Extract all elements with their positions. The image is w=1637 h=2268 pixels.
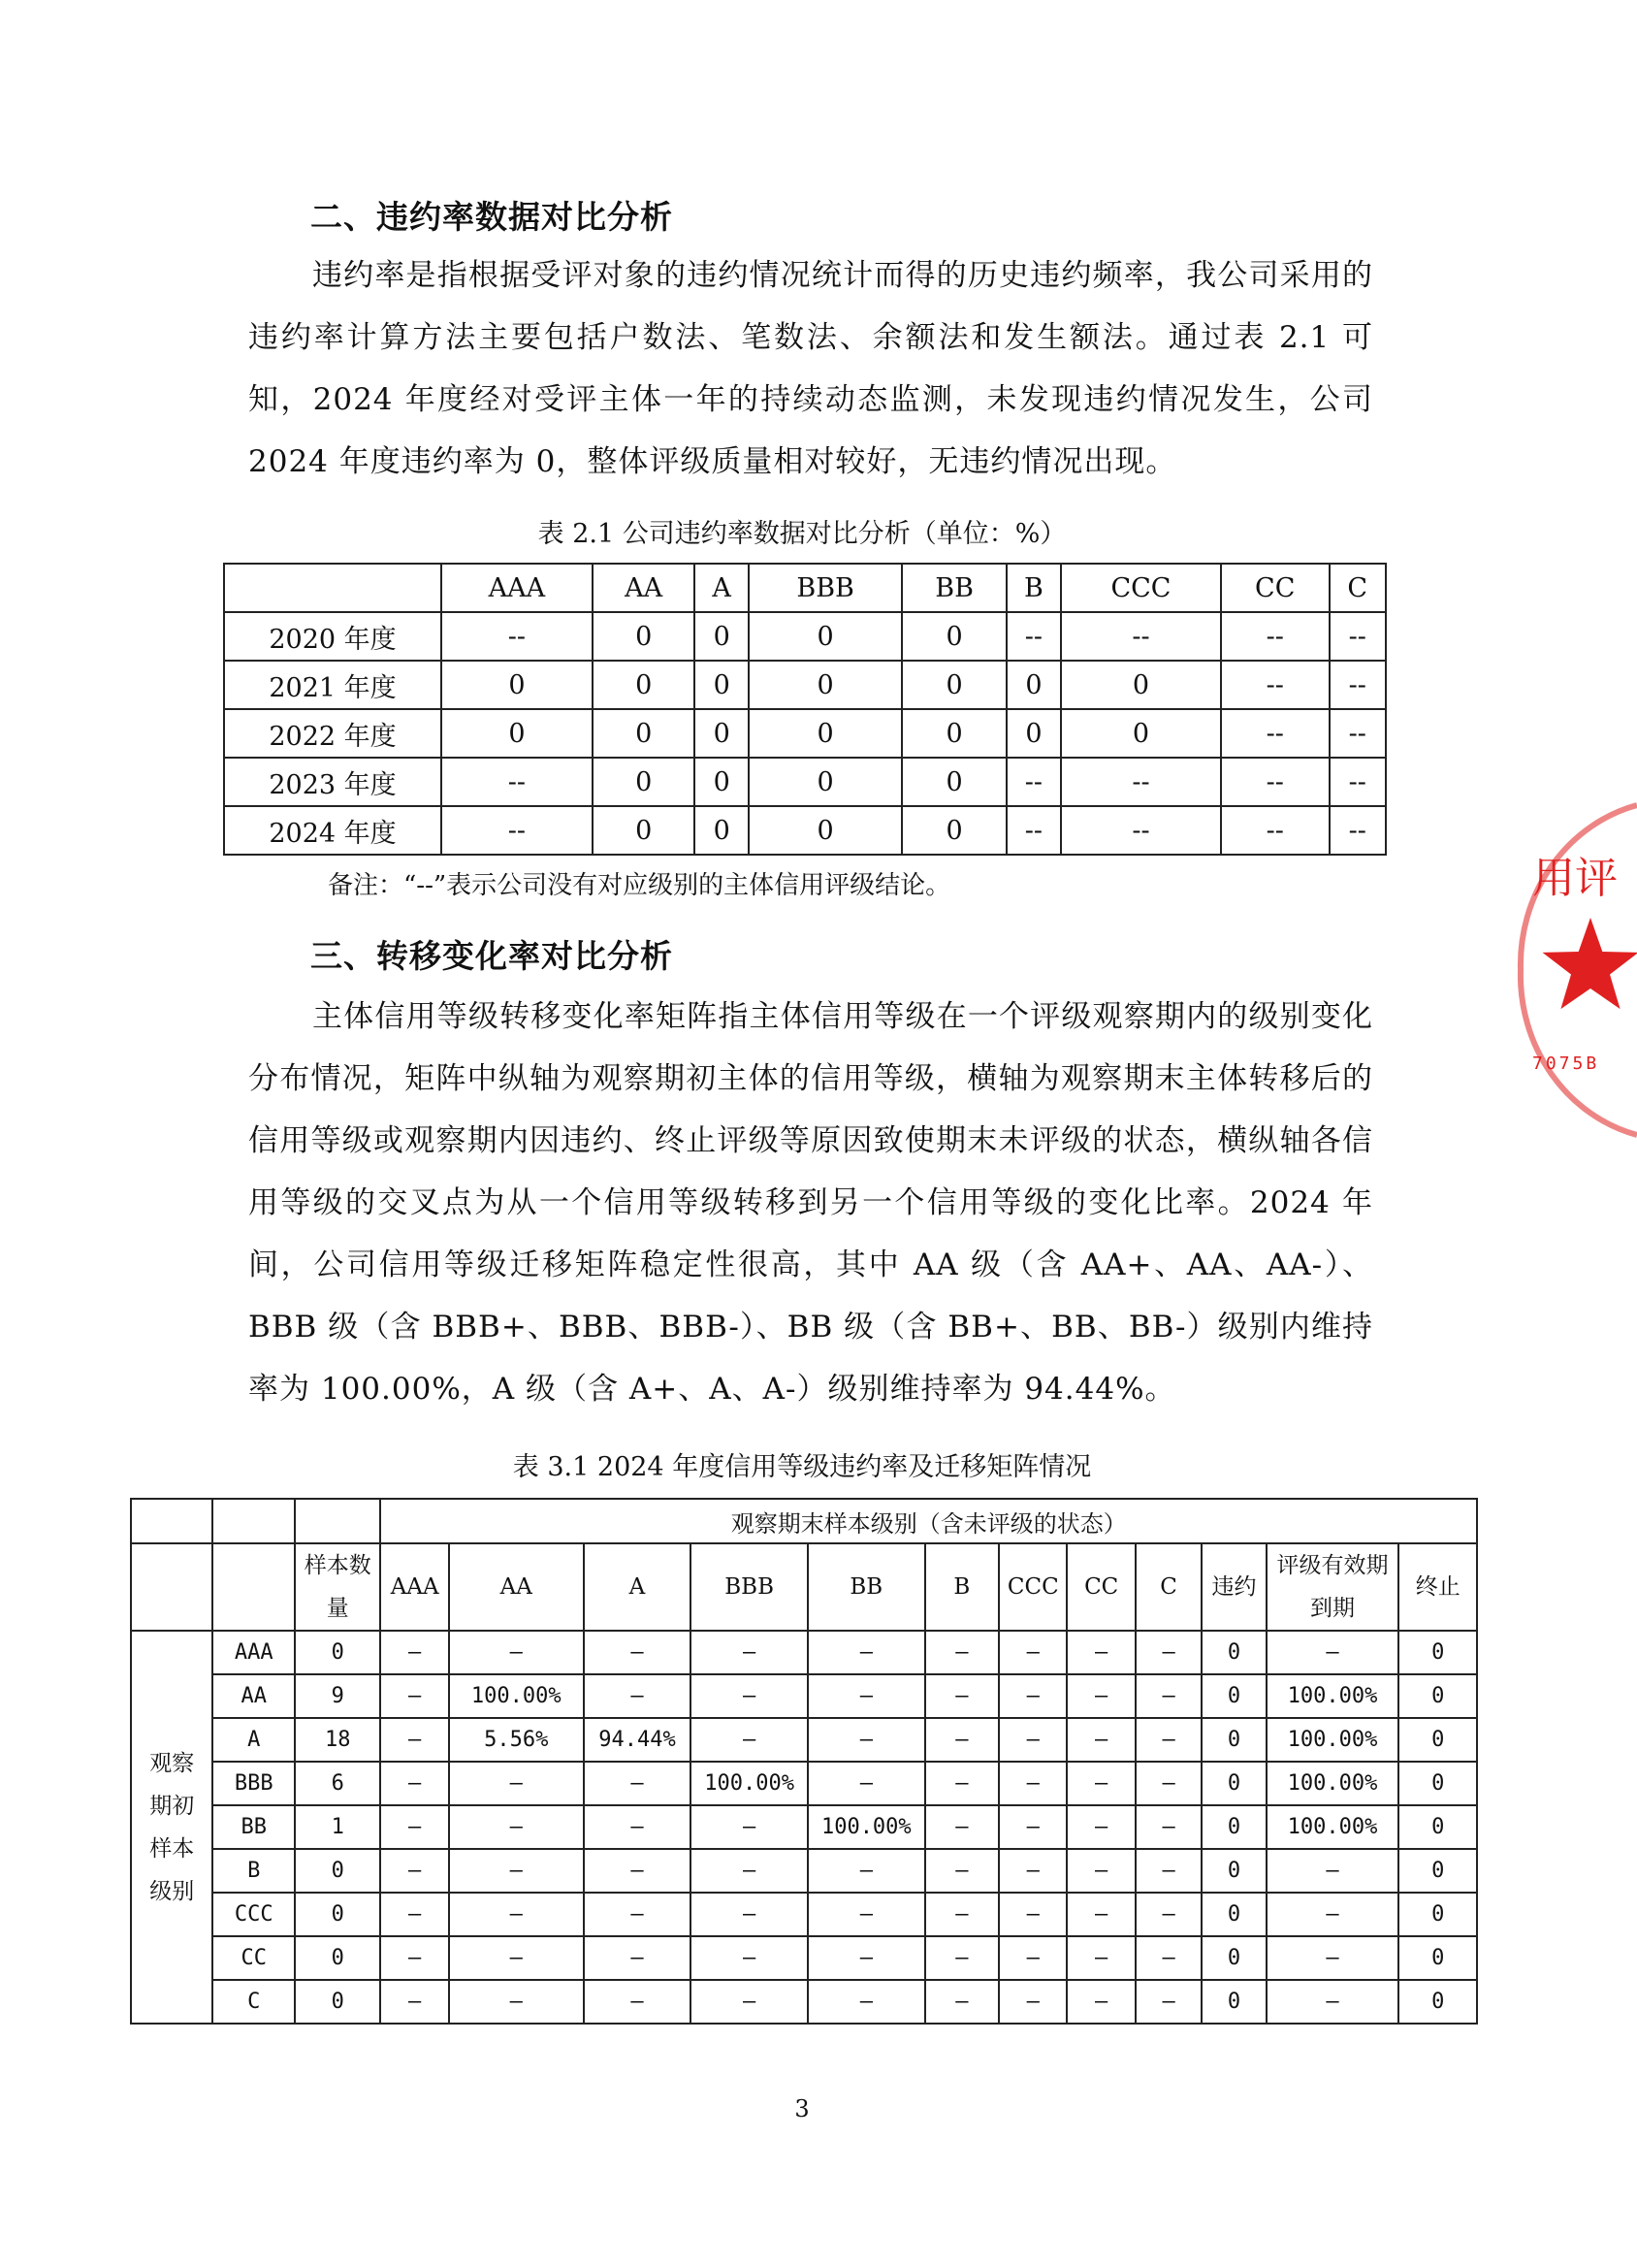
table-cell: -- — [1061, 758, 1221, 806]
table-cell: 5.56% — [449, 1718, 584, 1762]
table-cell: 100.00% — [1267, 1718, 1399, 1762]
table-cell: -- — [441, 758, 593, 806]
table-row — [131, 1849, 1477, 1893]
column-header: CCC — [1061, 564, 1221, 612]
sample-count-cell: 0 — [295, 1936, 381, 1980]
table-cell: 0 — [593, 709, 695, 758]
table-cell: 0 — [749, 806, 903, 855]
sample-count-cell: 9 — [295, 1674, 381, 1718]
table-cell: – — [380, 1762, 448, 1805]
table-cell: – — [808, 1893, 925, 1936]
section2-paragraph: 违约率是指根据受评对象的违约情况统计而得的历史违约频率，我公司采用的违约率计算方法主要包括户数法、笔数法、余额法和发生额法。通过表 2.1 可知，2024 年度经对受评主体一年的持续动态监测，未发现违约情况发生，公司 2024 年度违约率为 0，整体评级质量相对较好，无违约情况出现。 — [248, 258, 1373, 479]
table-cell: – — [1067, 1805, 1135, 1849]
grade-cell: C — [212, 1980, 294, 2024]
table-cell: 0 — [749, 612, 903, 661]
table-cell: -- — [1330, 612, 1386, 661]
table-cell: – — [449, 1849, 584, 1893]
table-cell: 0 — [694, 661, 748, 709]
table-cell: – — [925, 1849, 999, 1893]
table-cell: 0 — [1007, 661, 1061, 709]
table-cell: -- — [1061, 612, 1221, 661]
corner-cell — [131, 1499, 212, 1543]
column-header: CCC — [999, 1543, 1067, 1631]
table-cell: – — [380, 1849, 448, 1893]
table-cell: 0 — [1202, 1980, 1266, 2024]
table-row — [131, 1936, 1477, 1980]
table-cell: 0 — [1202, 1849, 1266, 1893]
table-cell: – — [999, 1893, 1067, 1936]
table-row — [224, 758, 1386, 806]
table-cell: – — [999, 1849, 1067, 1893]
table-cell: 0 — [1202, 1631, 1266, 1674]
table-row — [224, 661, 1386, 709]
table-cell: 100.00% — [1267, 1805, 1399, 1849]
table-cell: -- — [1221, 758, 1330, 806]
table-cell: – — [1136, 1674, 1202, 1718]
sample-count-cell: 18 — [295, 1718, 381, 1762]
table-cell: – — [1067, 1849, 1135, 1893]
column-header: CC — [1221, 564, 1330, 612]
table-cell: 100.00% — [808, 1805, 925, 1849]
table-cell: – — [449, 1893, 584, 1936]
corner-cell — [212, 1499, 294, 1543]
table-cell: – — [808, 1849, 925, 1893]
table-cell: – — [584, 1674, 691, 1718]
table-cell: – — [999, 1805, 1067, 1849]
grade-cell: A — [212, 1718, 294, 1762]
table-cell: – — [1136, 1893, 1202, 1936]
table-cell: – — [380, 1718, 448, 1762]
table-cell: 0 — [749, 758, 903, 806]
table-cell: – — [584, 1762, 691, 1805]
table-cell: – — [808, 1718, 925, 1762]
column-header: BB — [808, 1543, 925, 1631]
year-cell: 2020 年度 — [224, 612, 441, 661]
table-cell: 0 — [593, 612, 695, 661]
table-cell: – — [1067, 1936, 1135, 1980]
table-cell: 0 — [749, 709, 903, 758]
table-cell: – — [808, 1631, 925, 1674]
group-header: 观察期末样本级别（含未评级的状态） — [380, 1499, 1477, 1543]
table-cell: 0 — [1007, 709, 1061, 758]
column-header: AA — [593, 564, 695, 612]
column-header: 违约 — [1202, 1543, 1266, 1631]
column-header: CC — [1067, 1543, 1135, 1631]
table-cell: 0 — [1202, 1718, 1266, 1762]
table-cell: 0 — [694, 612, 748, 661]
table-cell: 0 — [1061, 661, 1221, 709]
sample-count-cell: 0 — [295, 1893, 381, 1936]
table-cell: 0 — [1398, 1805, 1477, 1849]
table-cell: 0 — [902, 806, 1006, 855]
table-cell: – — [1267, 1893, 1399, 1936]
table-cell: -- — [1007, 758, 1061, 806]
table-cell: – — [1136, 1936, 1202, 1980]
table-cell: -- — [1221, 612, 1330, 661]
table-cell: – — [449, 1936, 584, 1980]
table-cell: – — [690, 1674, 808, 1718]
section3-paragraph: 主体信用等级转移变化率矩阵指主体信用等级在一个评级观察期内的级别变化分布情况，矩阵中纵轴为观察期初主体的信用等级，横轴为观察期末主体转移后的信用等级或观察期内因违约、终止评级等原因致使期末未评级的状态，横纵轴各信用等级的交叉点为从一个信用等级转移到另一个信用等级的变化比率。2024 年间，公司信用等级迁移矩阵稳定性很高，其中 AA 级（含 AA+、AA、AA-）、BBB 级（含 BBB+、BBB、BBB-）、BB 级（含 BB+、BB、BB-）级别内维持率为 100.00%，A 级（含 A+、A、A-）级别维持率为 94.44%。 — [248, 999, 1373, 1407]
table-cell: 0 — [1398, 1718, 1477, 1762]
table21-note: 备注：“--”表示公司没有对应级别的主体信用评级结论。 — [328, 871, 951, 900]
table-cell: 0 — [593, 758, 695, 806]
column-header: BB — [902, 564, 1006, 612]
table-cell: -- — [1007, 612, 1061, 661]
grade-cell: CC — [212, 1936, 294, 1980]
table-header-row — [131, 1543, 1477, 1631]
table-cell: – — [1136, 1718, 1202, 1762]
table-cell: – — [999, 1631, 1067, 1674]
table-cell: – — [584, 1849, 691, 1893]
year-cell: 2021 年度 — [224, 661, 441, 709]
corner-cell — [224, 564, 441, 612]
table-cell: 0 — [1398, 1936, 1477, 1980]
sample-count-cell: 0 — [295, 1631, 381, 1674]
corner-cell — [212, 1543, 294, 1631]
table-cell: 94.44% — [584, 1718, 691, 1762]
table-cell: 100.00% — [690, 1762, 808, 1805]
table-cell: 100.00% — [449, 1674, 584, 1718]
table-cell: – — [584, 1893, 691, 1936]
table-cell: – — [925, 1762, 999, 1805]
table-cell: – — [690, 1936, 808, 1980]
table-cell: – — [1067, 1631, 1135, 1674]
table-cell: – — [1067, 1893, 1135, 1936]
table-cell: – — [999, 1936, 1067, 1980]
table-cell: -- — [1330, 806, 1386, 855]
table-cell: – — [380, 1674, 448, 1718]
table-cell: 0 — [1202, 1936, 1266, 1980]
table-cell: 0 — [902, 661, 1006, 709]
table-cell: – — [808, 1762, 925, 1805]
table-cell: -- — [1221, 806, 1330, 855]
sample-count-cell: 1 — [295, 1805, 381, 1849]
migration-matrix-table — [130, 1498, 1478, 2025]
column-header: C — [1330, 564, 1386, 612]
seal-code: 7075B — [1532, 1053, 1600, 1074]
table-cell: 0 — [902, 709, 1006, 758]
column-header: AAA — [380, 1543, 448, 1631]
table-cell: 0 — [902, 758, 1006, 806]
table-cell: 0 — [1398, 1762, 1477, 1805]
table-cell: – — [449, 1805, 584, 1849]
table-cell: -- — [1330, 661, 1386, 709]
column-header: AAA — [441, 564, 593, 612]
table-cell: – — [925, 1893, 999, 1936]
table-cell: – — [584, 1631, 691, 1674]
table21-caption: 表 2.1 公司违约率数据对比分析（单位：%） — [537, 519, 1067, 549]
table-row — [131, 1718, 1477, 1762]
table-cell: – — [449, 1631, 584, 1674]
table-cell: – — [999, 1674, 1067, 1718]
section3-heading: 三、转移变化率对比分析 — [310, 937, 673, 975]
table-cell: – — [380, 1631, 448, 1674]
table-cell: -- — [1330, 758, 1386, 806]
table-cell: 0 — [1202, 1805, 1266, 1849]
table-cell: 0 — [749, 661, 903, 709]
table-cell: – — [690, 1631, 808, 1674]
section2-heading: 二、违约率数据对比分析 — [310, 198, 673, 236]
sample-count-header: 样本数量 — [295, 1543, 381, 1631]
table-cell: 100.00% — [1267, 1762, 1399, 1805]
grade-cell: BBB — [212, 1762, 294, 1805]
table-cell: -- — [1221, 661, 1330, 709]
table-cell: – — [584, 1980, 691, 2024]
corner-cell — [295, 1499, 381, 1543]
table-cell: 0 — [694, 709, 748, 758]
table-header-row — [224, 564, 1386, 612]
table-cell: – — [925, 1674, 999, 1718]
company-seal-stamp — [1521, 805, 1637, 1154]
table-cell: 0 — [902, 612, 1006, 661]
table-cell: -- — [1330, 709, 1386, 758]
seal-text: 用评 — [1532, 854, 1618, 903]
year-cell: 2022 年度 — [224, 709, 441, 758]
table-cell: – — [1267, 1631, 1399, 1674]
table-cell: -- — [441, 806, 593, 855]
table-cell: – — [925, 1980, 999, 2024]
table-cell: – — [1267, 1980, 1399, 2024]
table-cell: 0 — [1061, 709, 1221, 758]
table-row — [224, 709, 1386, 758]
column-header: BBB — [690, 1543, 808, 1631]
table-cell: – — [1136, 1849, 1202, 1893]
year-cell: 2023 年度 — [224, 758, 441, 806]
table-cell: – — [1136, 1762, 1202, 1805]
year-cell: 2024 年度 — [224, 806, 441, 855]
table-row — [131, 1805, 1477, 1849]
table-cell: – — [690, 1849, 808, 1893]
seal-star-icon — [1543, 918, 1637, 1009]
table-cell: 0 — [1202, 1893, 1266, 1936]
corner-cell — [131, 1543, 212, 1631]
column-header: A — [584, 1543, 691, 1631]
table-cell: – — [1067, 1980, 1135, 2024]
table31-caption: 表 3.1 2024 年度信用等级违约率及迁移矩阵情况 — [512, 1452, 1092, 1482]
table-cell: – — [690, 1718, 808, 1762]
column-header: B — [1007, 564, 1061, 612]
table-cell: – — [808, 1674, 925, 1718]
table-cell: 0 — [441, 709, 593, 758]
table-cell: -- — [1221, 709, 1330, 758]
table-row — [224, 612, 1386, 661]
table-row — [224, 806, 1386, 855]
grade-cell: CCC — [212, 1893, 294, 1936]
table-cell: – — [925, 1718, 999, 1762]
table-cell: – — [999, 1718, 1067, 1762]
table-cell: – — [584, 1936, 691, 1980]
table-cell: – — [808, 1936, 925, 1980]
table-cell: 0 — [1398, 1849, 1477, 1893]
table-cell: – — [1136, 1805, 1202, 1849]
table-cell: 0 — [694, 806, 748, 855]
table-cell: 0 — [1398, 1893, 1477, 1936]
table-cell: – — [584, 1805, 691, 1849]
table-cell: 0 — [1398, 1631, 1477, 1674]
default-rate-table — [223, 563, 1387, 856]
table-cell: 0 — [1398, 1674, 1477, 1718]
table-row — [131, 1674, 1477, 1718]
table-cell: -- — [1007, 806, 1061, 855]
table-cell: 0 — [593, 661, 695, 709]
sample-count-cell: 0 — [295, 1980, 381, 2024]
table-cell: – — [380, 1980, 448, 2024]
table-cell: – — [1067, 1718, 1135, 1762]
table-cell: – — [1267, 1936, 1399, 1980]
page-number: 3 — [794, 2095, 810, 2122]
table-row — [131, 1631, 1477, 1674]
table-group-header-row — [131, 1499, 1477, 1543]
table-cell: – — [999, 1980, 1067, 2024]
column-header: C — [1136, 1543, 1202, 1631]
table-cell: – — [1067, 1674, 1135, 1718]
column-header: 终止 — [1398, 1543, 1477, 1631]
table-cell: – — [1136, 1980, 1202, 2024]
grade-cell: BB — [212, 1805, 294, 1849]
table-cell: – — [808, 1980, 925, 2024]
sample-count-cell: 6 — [295, 1762, 381, 1805]
side-label: 观察期初样本级别 — [131, 1631, 212, 2024]
table-cell: 0 — [441, 661, 593, 709]
table-cell: – — [380, 1805, 448, 1849]
table-cell: – — [690, 1980, 808, 2024]
column-header: AA — [449, 1543, 584, 1631]
table-cell: – — [925, 1631, 999, 1674]
column-header: 评级有效期到期 — [1267, 1543, 1399, 1631]
column-header: A — [694, 564, 748, 612]
table-row — [131, 1980, 1477, 2024]
table-cell: 0 — [1398, 1980, 1477, 2024]
grade-cell: B — [212, 1849, 294, 1893]
table-cell: – — [449, 1980, 584, 2024]
table-cell: – — [925, 1805, 999, 1849]
table-cell: – — [449, 1762, 584, 1805]
table-cell: 0 — [593, 806, 695, 855]
table-cell: – — [690, 1893, 808, 1936]
grade-cell: AAA — [212, 1631, 294, 1674]
table-cell: 0 — [1202, 1674, 1266, 1718]
table-cell: -- — [441, 612, 593, 661]
table-cell: – — [999, 1762, 1067, 1805]
grade-cell: AA — [212, 1674, 294, 1718]
table-cell: – — [690, 1805, 808, 1849]
table-cell: 0 — [1202, 1762, 1266, 1805]
table-cell: -- — [1061, 806, 1221, 855]
table-row — [131, 1762, 1477, 1805]
table-cell: – — [380, 1893, 448, 1936]
table-cell: – — [1067, 1762, 1135, 1805]
table-cell: – — [925, 1936, 999, 1980]
table-row — [131, 1893, 1477, 1936]
table-cell: – — [380, 1936, 448, 1980]
column-header: BBB — [749, 564, 903, 612]
table-cell: 100.00% — [1267, 1674, 1399, 1718]
table-cell: – — [1267, 1849, 1399, 1893]
column-header: B — [925, 1543, 999, 1631]
table-cell: – — [1136, 1631, 1202, 1674]
table-cell: 0 — [694, 758, 748, 806]
sample-count-cell: 0 — [295, 1849, 381, 1893]
